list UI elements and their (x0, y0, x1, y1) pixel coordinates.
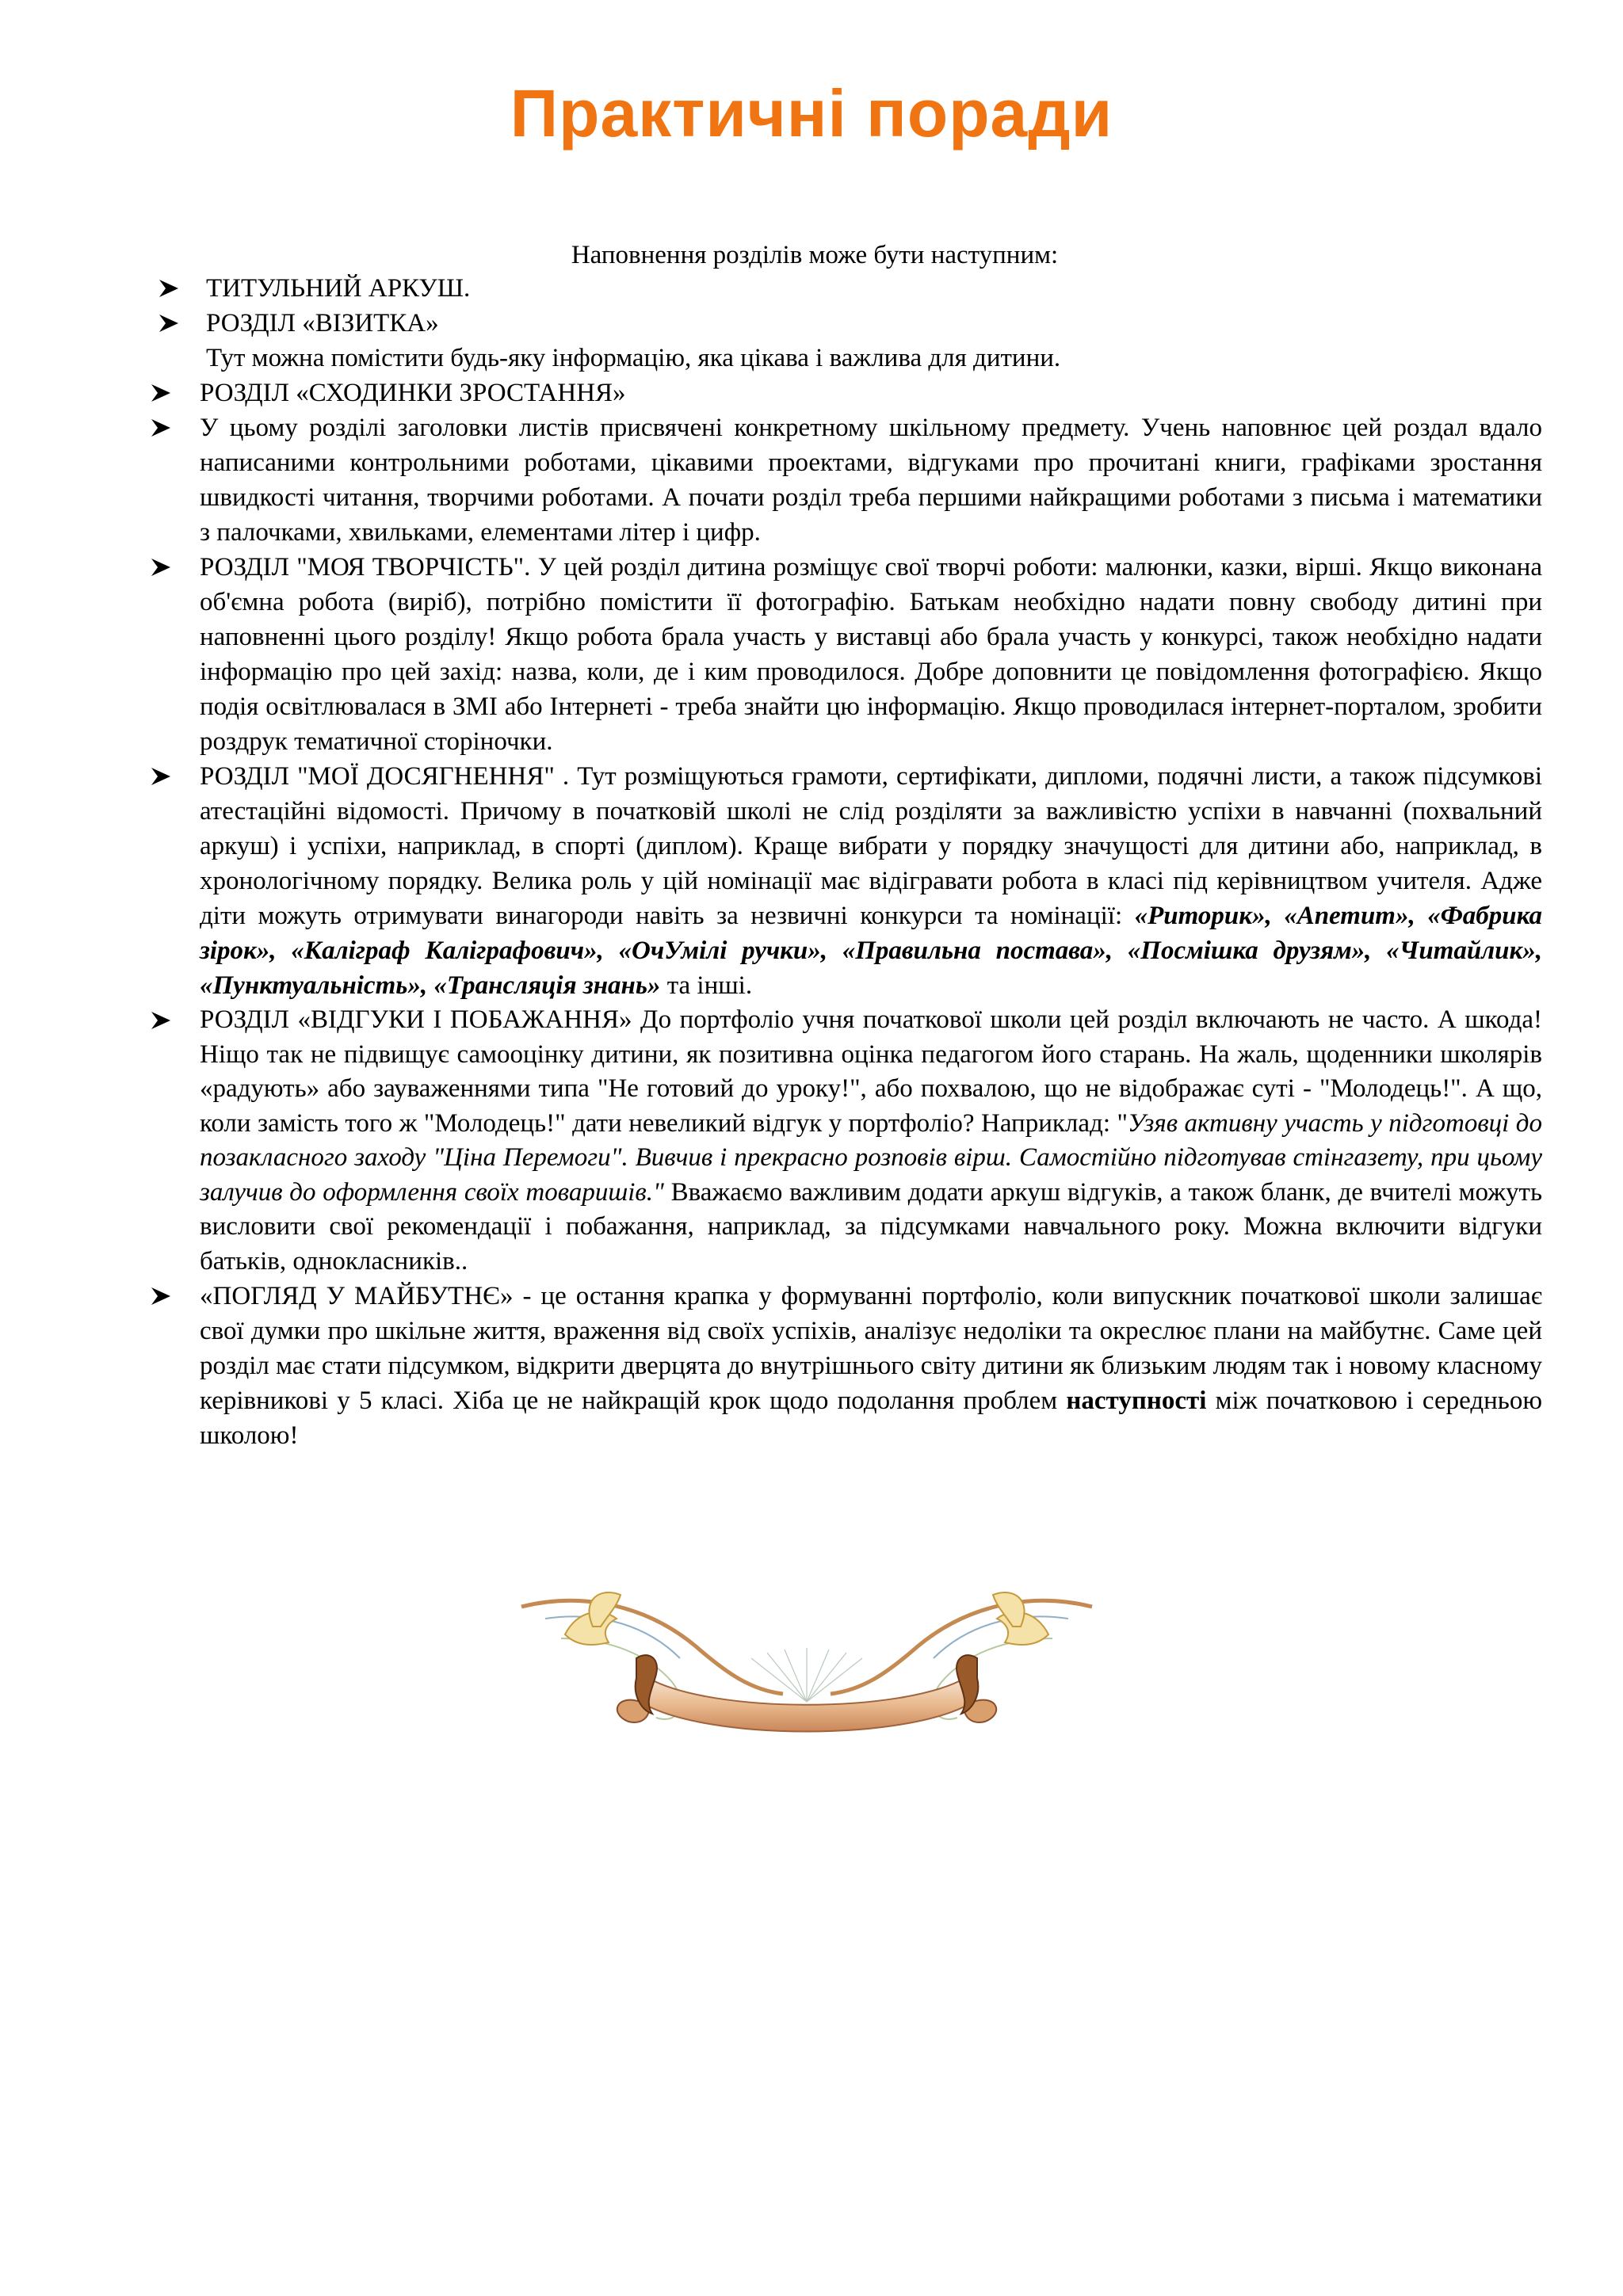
continuity-emphasis: наступності (1066, 1386, 1207, 1415)
list-item-growth-steps-desc (151, 410, 1542, 550)
arrow-bullet-icon (151, 383, 171, 402)
list-item-tail: між початковою і середньою школою! (200, 1386, 1542, 1450)
business-card-note: Тут можна помістити будь-яку інформацію, яка цікава і важлива для дитини. (206, 344, 1061, 372)
feedback-example: Узяв активну участь у підготовці до позакласного заходу "Ціна Перемоги". Вивчив і прекрасно розповів вірш. Самостійно підготував стінгазету, при цьому залучив до оформлення своїх товаришів." (200, 1108, 1542, 1207)
arrow-bullet-icon (151, 1287, 171, 1306)
list-item-my-achievements (151, 759, 1542, 1003)
document-body (151, 271, 1542, 1453)
list-item-business-card (151, 306, 1542, 341)
nomination-list: «Риторик», «Апетит», «Фабрика зірок», «Каліграф Каліграфович», «ОчУмілі ручки», «Правильна постава», «Посмішка друзям», «Читайлик», «Пунктуальність», «Трансляція знань» (200, 902, 1542, 1000)
list-item-text: «ПОГЛЯД У МАЙБУТНЄ» - це остання крапка у формуванні портфоліо, коли випускник початкової школи залишає свої думки про шкільне життя, враження від своїх успіхів, аналізує недоліки та окреслює плани на майбутнє. Саме цей розділ має стати підсумком, відкрити дверцята до внутрішнього світу дитини як близьким людям так і новому класному керівникові у 5 класі. Хіба це не найкращій крок щодо подолання проблем (200, 1282, 1542, 1415)
arrow-bullet-icon (151, 418, 171, 437)
list-item-text: РОЗДІЛ «ВІЗИТКА» (206, 309, 439, 338)
page-title: Практичні поради (510, 76, 1113, 151)
arrow-bullet-icon (151, 1011, 171, 1030)
intro-line: Наповнення розділів може бути наступним: (571, 241, 1059, 269)
list-item-my-creativity (151, 550, 1542, 759)
arrow-bullet-icon (151, 558, 171, 577)
list-item-tail: та інші. (660, 971, 753, 1000)
decorative-scroll-doves-icon (490, 1583, 1124, 1757)
list-item-feedback (151, 1003, 1542, 1279)
list-item-text: РОЗДІЛ "МОЯ ТВОРЧІСТЬ". У цей розділ дитина розміщує свої творчі роботи: малюнки, казки, вірші. Якщо виконана об'ємна робота (виріб), потрібно помістити її фотографію. Батькам необхідно надати повну свободу дитині при наповненні цього розділу! Якщо робота брала участь у виставці або брала участь у конкурсі, також необхідно надати інформацію про цей захід: назва, коли, де і ким проводилося. Добре доповнити це повідомлення фотографією. Якщо подія освітлювалася в ЗМІ або Інтернеті - треба знайти цю інформацію. Якщо проводилася інтернет-порталом, зробити роздрук тематичної сторіночки. (200, 553, 1542, 756)
list-item-future-view (151, 1279, 1542, 1453)
list-item-text: У цьому розділі заголовки листів присвячені конкретному шкільному предмету. Учень наповнює цей роздал вдало написаними контрольними роботами, цікавими проектами, відгуками про прочитані книги, графіками зростання швидкості читання, творчими роботами. А почати розділ треба першими найкращими роботами з письма і математики з палочками, хвильками, елементами літер і цифр. (200, 414, 1542, 547)
list-item-text: РОЗДІЛ «ВІДГУКИ І ПОБАЖАННЯ» До портфоліо учня початкової школи цей розділ включають не часто. А шкода! Ніщо так не підвищує самооцінку дитини, як позитивна оцінка педагогом його старань. На жаль, щоденники школярів «радують» або зауваженнями типа "Не готовий до уроку!", або похвалою, що не відображає суті - "Молодець!". А що, коли замість того ж "Молодець!" дати невеликий відгук у портфоліо? Наприклад: " (200, 1005, 1542, 1138)
arrow-bullet-icon (158, 314, 179, 333)
list-item-tail: Вважаємо важливим додати аркуш відгуків, а також бланк, де вчителі можуть висловити свої рекомендації і побажання, наприклад, за підсумками навчального року. Можна включити відгуки батьків, однокласників.. (200, 1177, 1542, 1276)
list-item-text: ТИТУЛЬНИЙ АРКУШ. (206, 274, 471, 303)
arrow-bullet-icon (151, 767, 171, 786)
arrow-bullet-icon (158, 279, 179, 298)
list-item-text: РОЗДІЛ «СХОДИНКИ ЗРОСТАННЯ» (200, 379, 626, 407)
list-item-growth-steps (151, 376, 1542, 410)
list-item-title-page (151, 271, 1542, 306)
list-item-text: РОЗДІЛ "МОЇ ДОСЯГНЕННЯ" . Тут розміщуються грамоти, сертифікати, дипломи, подячні листи, а також підсумкові атестаційні відомості. Причому в початковій школі не слід розділяти за важливістю успіхи в навчанні (похвальний аркуш) і успіхи, наприклад, в спорті (диплом). Краще вибрати у порядку значущості для дитини або, наприклад, в хронологічному порядку. Велика роль у цій номінації має відігравати робота в класі під керівництвом учителя. Адже діти можуть отримувати винагороди навіть за незвичні конкурси та номінації: (200, 762, 1542, 930)
